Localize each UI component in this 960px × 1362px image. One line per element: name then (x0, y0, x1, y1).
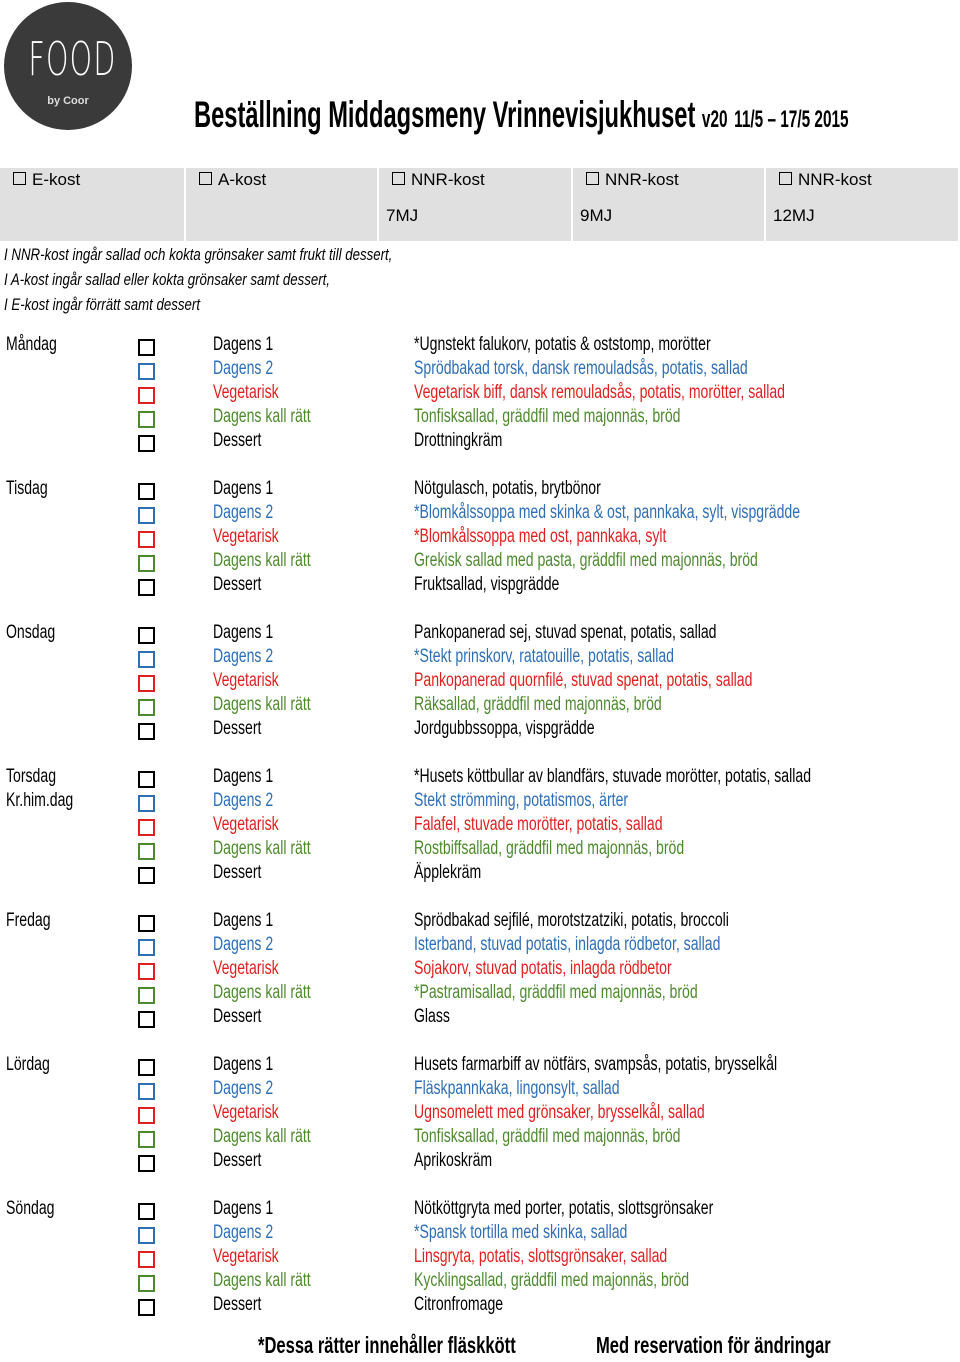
meal-category: Dagens kall rätt (213, 1270, 311, 1291)
kost-label: NNR-kost (411, 170, 485, 189)
order-checkbox[interactable] (138, 939, 155, 956)
dish-description: Ugnsomelett med grönsaker, brysselkål, sallad (414, 1102, 705, 1123)
order-checkbox[interactable] (138, 411, 155, 428)
checkbox-icon[interactable] (586, 172, 599, 185)
dish-description: *Blomkålssoppa med skinka & ost, pannkaka, sylt, vispgrädde (414, 502, 801, 523)
order-checkbox[interactable] (138, 435, 155, 452)
order-checkbox[interactable] (138, 843, 155, 860)
order-checkbox[interactable] (138, 1131, 155, 1148)
meal-category: Dagens 2 (213, 646, 274, 667)
order-checkbox[interactable] (138, 651, 155, 668)
meal-category: Dagens 1 (213, 1198, 274, 1219)
dish-description: Räksallad, gräddfil med majonnäs, bröd (414, 694, 662, 715)
dish-description: Sojakorv, stuvad potatis, inlagda rödbetor (414, 958, 672, 979)
dish-description: Äpplekräm (414, 862, 482, 883)
meal-category: Dessert (213, 1294, 262, 1315)
dish-description: Glass (414, 1006, 450, 1027)
dish-description: Nötgulasch, potatis, brytbönor (414, 478, 601, 499)
title-dates: 11/5 – 17/5 2015 (734, 106, 849, 133)
dish-description: Sprödbakad torsk, dansk remouladsås, potatis, sallad (414, 358, 748, 379)
kost-note: I NNR-kost ingår sallad och kokta grönsaker samt frukt till dessert, (4, 245, 393, 264)
dish-description: Aprikoskräm (414, 1150, 493, 1171)
day-name: Söndag (6, 1198, 55, 1219)
dish-description: Rostbiffsallad, gräddfil med majonnäs, bröd (414, 838, 685, 859)
meal-category: Dagens kall rätt (213, 694, 311, 715)
kost-option[interactable] (13, 170, 80, 190)
day-name: Onsdag (6, 622, 56, 643)
dish-description: *Stekt prinskorv, ratatouille, potatis, sallad (414, 646, 674, 667)
meal-category: Dagens 2 (213, 934, 274, 955)
footer-pork-note: *Dessa rätter innehåller fläskkött (258, 1332, 516, 1358)
meal-category: Dagens kall rätt (213, 406, 311, 427)
kost-note: I A-kost ingår sallad eller kokta grönsaker samt dessert, (4, 270, 330, 289)
meal-category: Dessert (213, 1150, 262, 1171)
dish-description: *Pastramisallad, gräddfil med majonnäs, bröd (414, 982, 698, 1003)
order-checkbox[interactable] (138, 1107, 155, 1124)
dish-description: Tonfisksallad, gräddfil med majonnäs, bröd (414, 1126, 681, 1147)
order-checkbox[interactable] (138, 579, 155, 596)
dish-description: *Blomkålssoppa med ost, pannkaka, sylt (414, 526, 667, 547)
dish-description: Isterband, stuvad potatis, inlagda rödbetor, sallad (414, 934, 721, 955)
meal-category: Dagens 1 (213, 766, 274, 787)
meal-category: Dagens 1 (213, 622, 274, 643)
order-checkbox[interactable] (138, 771, 155, 788)
meal-category: Dagens kall rätt (213, 1126, 311, 1147)
dish-description: *Ugnstekt falukorv, potatis & oststomp, morötter (414, 334, 711, 355)
meal-category: Dagens kall rätt (213, 982, 311, 1003)
meal-category: Vegetarisk (213, 814, 279, 835)
kost-option[interactable] (199, 170, 266, 190)
meal-category: Dagens 2 (213, 1222, 274, 1243)
kost-option[interactable] (392, 170, 485, 190)
checkbox-icon[interactable] (199, 172, 212, 185)
title-version: v20 (701, 106, 728, 133)
dish-description: Falafel, stuvade morötter, potatis, sallad (414, 814, 663, 835)
logo-word: FOOD (28, 32, 117, 86)
meal-category: Vegetarisk (213, 1246, 279, 1267)
order-checkbox[interactable] (138, 363, 155, 380)
order-checkbox[interactable] (138, 723, 155, 740)
kost-energy: 12MJ (773, 206, 815, 225)
order-checkbox[interactable] (138, 795, 155, 812)
order-checkbox[interactable] (138, 1083, 155, 1100)
meal-category: Dagens 1 (213, 478, 274, 499)
dish-description: *Spansk tortilla med skinka, sallad (414, 1222, 628, 1243)
dish-description: Fruktsallad, vispgrädde (414, 574, 560, 595)
meal-category: Vegetarisk (213, 526, 279, 547)
meal-category: Dagens 2 (213, 790, 274, 811)
order-checkbox[interactable] (138, 387, 155, 404)
logo-byline: by Coor (47, 95, 89, 107)
dish-description: Stekt strömming, potatismos, ärter (414, 790, 629, 811)
dish-description: Husets farmarbiff av nötfärs, svampsås, potatis, brysselkål (414, 1054, 778, 1075)
order-checkbox[interactable] (138, 1227, 155, 1244)
dish-description: Citronfromage (414, 1294, 504, 1315)
meal-category: Dagens kall rätt (213, 838, 311, 859)
checkbox-icon[interactable] (779, 172, 792, 185)
dish-description: Kycklingsallad, gräddfil med majonnäs, bröd (414, 1270, 690, 1291)
checkbox-icon[interactable] (13, 172, 26, 185)
meal-category: Dessert (213, 862, 262, 883)
day-name: Måndag (6, 334, 57, 355)
meal-category: Dagens 2 (213, 502, 274, 523)
order-checkbox[interactable] (138, 1155, 155, 1172)
order-checkbox[interactable] (138, 531, 155, 548)
day-name: Fredag (6, 910, 51, 931)
meal-category: Dagens 2 (213, 358, 274, 379)
order-checkbox[interactable] (138, 1275, 155, 1292)
meal-category: Dagens 1 (213, 1054, 274, 1075)
dish-description: Drottningkräm (414, 430, 503, 451)
meal-category: Vegetarisk (213, 1102, 279, 1123)
order-checkbox[interactable] (138, 555, 155, 572)
day-name: Tisdag (6, 478, 48, 499)
meal-category: Vegetarisk (213, 382, 279, 403)
kost-label: NNR-kost (798, 170, 872, 189)
meal-category: Dessert (213, 718, 262, 739)
order-checkbox[interactable] (138, 699, 155, 716)
day-name: Torsdag (6, 766, 57, 787)
order-checkbox[interactable] (138, 675, 155, 692)
meal-category: Vegetarisk (213, 958, 279, 979)
order-checkbox[interactable] (138, 867, 155, 884)
order-checkbox[interactable] (138, 339, 155, 356)
day-note: Kr.him.dag (6, 790, 74, 811)
meal-category: Dagens 1 (213, 910, 274, 931)
kost-label: E-kost (32, 170, 81, 189)
food-by-coor-logo (4, 2, 132, 130)
checkbox-icon[interactable] (392, 172, 405, 185)
dish-description: Linsgryta, potatis, slottsgrönsaker, sallad (414, 1246, 668, 1267)
dish-description: Fläskpannkaka, lingonsylt, sallad (414, 1078, 620, 1099)
kost-label: A-kost (218, 170, 267, 189)
meal-category: Dessert (213, 1006, 262, 1027)
order-checkbox[interactable] (138, 987, 155, 1004)
dish-description: Pankopanerad sej, stuvad spenat, potatis, sallad (414, 622, 717, 643)
page-title (194, 94, 849, 136)
kost-option[interactable] (779, 170, 872, 190)
meal-category: Vegetarisk (213, 670, 279, 691)
dish-description: Tonfisksallad, gräddfil med majonnäs, bröd (414, 406, 681, 427)
order-checkbox[interactable] (138, 915, 155, 932)
meal-category: Dessert (213, 574, 262, 595)
dish-description: Sprödbakad sejfilé, morotstzatziki, potatis, broccoli (414, 910, 729, 931)
meal-category: Dagens kall rätt (213, 550, 311, 571)
kost-option[interactable] (586, 170, 679, 190)
order-checkbox[interactable] (138, 507, 155, 524)
order-checkbox[interactable] (138, 1059, 155, 1076)
kost-energy: 7MJ (386, 206, 419, 225)
order-checkbox[interactable] (138, 1011, 155, 1028)
order-checkbox[interactable] (138, 1251, 155, 1268)
dish-description: Jordgubbssoppa, vispgrädde (414, 718, 595, 739)
order-checkbox[interactable] (138, 1299, 155, 1316)
dish-description: Grekisk sallad med pasta, gräddfil med majonnäs, bröd (414, 550, 758, 571)
order-checkbox[interactable] (138, 963, 155, 980)
order-checkbox[interactable] (138, 819, 155, 836)
footer-reservation: Med reservation för ändringar (596, 1332, 831, 1358)
dish-description: Vegetarisk biff, dansk remouladsås, potatis, morötter, sallad (414, 382, 785, 403)
kost-note: I E-kost ingår förrätt samt dessert (4, 295, 201, 314)
meal-category: Dagens 1 (213, 334, 274, 355)
meal-category: Dessert (213, 430, 262, 451)
meal-category: Dagens 2 (213, 1078, 274, 1099)
kost-energy: 9MJ (580, 206, 613, 225)
order-checkbox[interactable] (138, 1203, 155, 1220)
dish-description: *Husets köttbullar av blandfärs, stuvade morötter, potatis, sallad (414, 766, 812, 787)
day-name: Lördag (6, 1054, 50, 1075)
dish-description: Nötköttgryta med porter, potatis, slottsgrönsaker (414, 1198, 714, 1219)
dish-description: Pankopanerad quornfilé, stuvad spenat, potatis, sallad (414, 670, 753, 691)
kost-label: NNR-kost (605, 170, 679, 189)
order-checkbox[interactable] (138, 627, 155, 644)
order-checkbox[interactable] (138, 483, 155, 500)
title-main: Beställning Middagsmeny Vrinnevisjukhuset (194, 94, 696, 135)
